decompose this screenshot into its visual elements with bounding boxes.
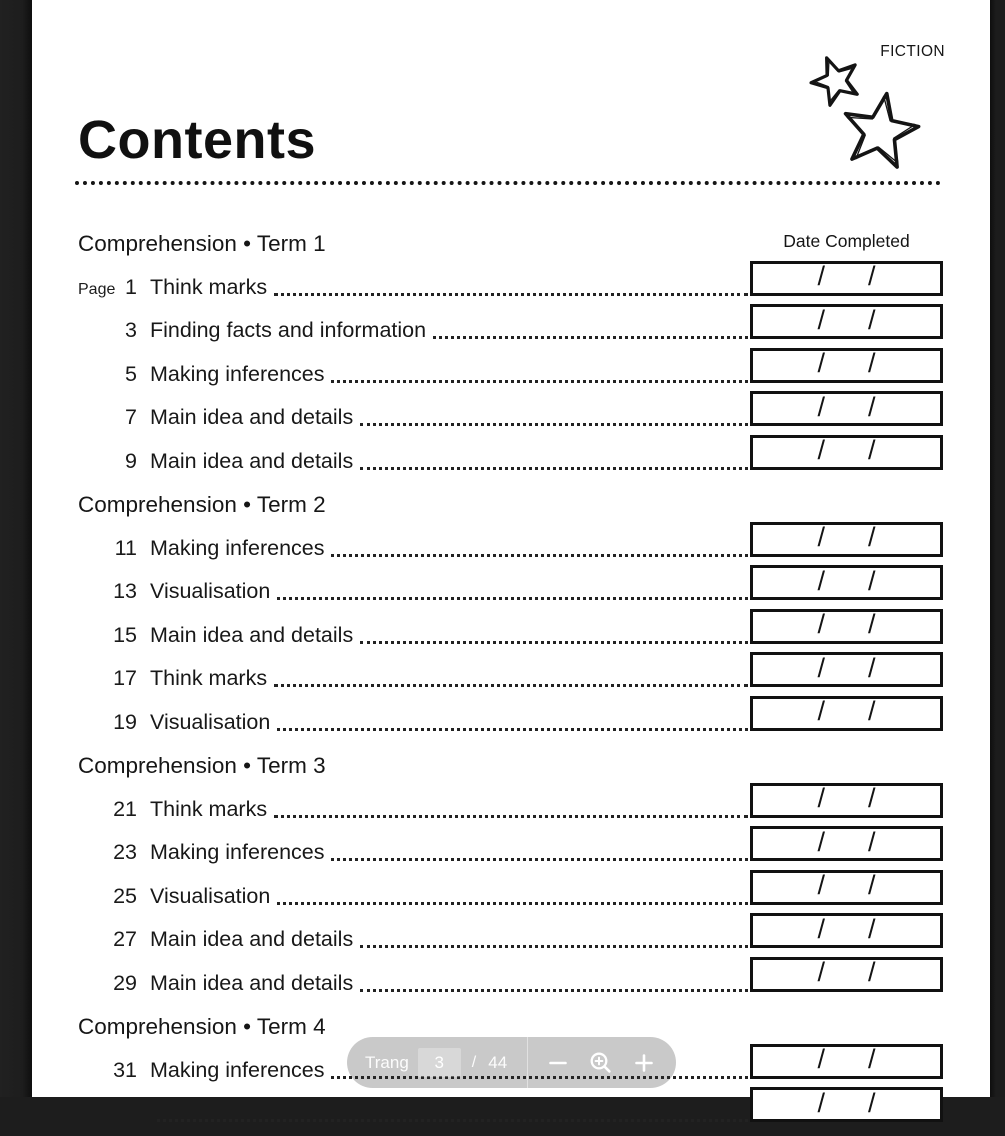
date-slash-icon: / [817, 304, 825, 335]
date-slash-icon: / [817, 913, 825, 944]
toc-entry-title: Making inferences [150, 535, 325, 560]
toc-section-header [78, 222, 943, 266]
toc-entry-title: Main idea and details [150, 622, 354, 647]
toc-entry-title: Making inferences [150, 361, 325, 386]
dotted-leader [157, 1119, 748, 1122]
dotted-leader [360, 989, 748, 992]
toc-row [78, 696, 943, 745]
zoom-out-button[interactable] [545, 1050, 571, 1076]
table-of-contents [78, 222, 943, 1136]
toc-entry-title: Making inferences [150, 1057, 325, 1082]
dotted-leader [360, 467, 748, 470]
toc-page-cell [78, 971, 137, 996]
date-completed-box [750, 652, 943, 687]
toc-row [78, 826, 943, 875]
dotted-leader [277, 728, 748, 731]
toc-page-number: 1 [125, 274, 137, 299]
toc-entry-title: Visualisation [150, 883, 271, 908]
date-slash-icon: / [817, 522, 825, 553]
page-number-input[interactable] [418, 1048, 461, 1077]
toolbar-divider [527, 1037, 528, 1088]
date-completed-box [750, 913, 943, 948]
toc-page-cell [78, 666, 137, 691]
toc-page-number: 31 [113, 1057, 137, 1082]
toc-section-title: Comprehension • Term 4 [78, 1013, 326, 1039]
dotted-leader [277, 902, 748, 905]
toc-row [78, 609, 943, 658]
toc-entry-title: Visualisation [150, 579, 271, 604]
date-slash-icon: / [868, 870, 876, 901]
toc-page-number: 3 [125, 318, 137, 343]
zoom-in-button[interactable] [631, 1050, 657, 1076]
toc-page-number: 25 [113, 883, 137, 908]
toc-page-cell [78, 1058, 137, 1083]
dotted-rule [75, 181, 941, 185]
toc-page-cell [78, 797, 137, 822]
toc-page-number: 11 [114, 535, 137, 560]
dotted-leader [360, 423, 748, 426]
toc-entry-title: Making inferences [150, 840, 325, 865]
zoom-magnifier-button[interactable] [588, 1050, 614, 1076]
toc-page-cell [78, 710, 137, 735]
page-column-label: Page [78, 280, 116, 298]
dotted-leader [331, 380, 748, 383]
page-separator: / [471, 1053, 477, 1071]
dotted-leader [360, 945, 748, 948]
date-slash-icon: / [868, 609, 876, 640]
toc-entry-title: Main idea and details [150, 448, 354, 473]
date-slash-icon: / [868, 957, 876, 988]
minus-icon [546, 1051, 570, 1075]
date-slash-icon: / [817, 826, 825, 857]
date-completed-box [750, 696, 943, 731]
toc-row-partial [78, 1087, 943, 1136]
date-slash-icon: / [868, 783, 876, 814]
pdf-viewer-toolbar [347, 1037, 676, 1088]
toc-page-cell [78, 840, 137, 865]
plus-icon [632, 1051, 656, 1075]
date-slash-icon: / [868, 1044, 876, 1075]
toc-row [78, 391, 943, 440]
toc-row [78, 870, 943, 919]
toc-page-number: 27 [113, 927, 137, 952]
toc-page-cell [78, 318, 137, 343]
toc-entry-title: Main idea and details [150, 405, 354, 430]
toc-page-cell [78, 927, 137, 952]
dotted-leader [274, 815, 748, 818]
toc-entry-title: Main idea and details [150, 970, 354, 995]
date-completed-box [750, 522, 943, 557]
toc-page-number: 17 [113, 666, 137, 691]
date-completed-box [750, 565, 943, 600]
date-completed-box [750, 304, 943, 339]
date-completed-box [750, 783, 943, 818]
date-slash-icon: / [817, 696, 825, 727]
date-completed-box [750, 826, 943, 861]
date-slash-icon: / [868, 1087, 876, 1118]
toc-section-title: Comprehension • Term 2 [78, 491, 326, 517]
toc-section-header [78, 744, 943, 788]
toc-row [78, 348, 943, 397]
toc-entry-title: Finding facts and information [150, 318, 427, 343]
toc-page-cell [78, 362, 137, 387]
date-slash-icon: / [868, 826, 876, 857]
toc-page-cell [78, 884, 137, 909]
date-completed-box [750, 957, 943, 992]
dotted-leader [433, 336, 748, 339]
toc-page-cell [78, 275, 137, 300]
date-slash-icon: / [817, 652, 825, 683]
toc-row [78, 783, 943, 832]
toc-page-cell [78, 623, 137, 648]
date-slash-icon: / [817, 1087, 825, 1118]
toc-row [78, 957, 943, 1006]
toc-page-number: 23 [113, 840, 137, 865]
toc-page-number: 29 [113, 970, 137, 995]
date-slash-icon: / [868, 522, 876, 553]
date-completed-box [750, 870, 943, 905]
toc-row [78, 261, 943, 310]
dotted-leader [274, 293, 748, 296]
toc-entry-title: Main idea and details [150, 927, 354, 952]
toc-page-number: 9 [125, 448, 137, 473]
dotted-leader [277, 597, 748, 600]
date-slash-icon: / [817, 565, 825, 596]
date-slash-icon: / [868, 652, 876, 683]
date-slash-icon: / [817, 870, 825, 901]
viewer-background-left [0, 0, 32, 1097]
toc-row [78, 652, 943, 701]
date-completed-box [750, 435, 943, 470]
toc-page-cell [78, 579, 137, 604]
date-slash-icon: / [817, 391, 825, 422]
date-slash-icon: / [868, 565, 876, 596]
toc-page-number: 5 [125, 361, 137, 386]
date-slash-icon: / [868, 348, 876, 379]
date-completed-box [750, 391, 943, 426]
toc-entry-title: Think marks [150, 666, 268, 691]
toc-row [78, 304, 943, 353]
date-slash-icon: / [817, 348, 825, 379]
date-completed-box [750, 1087, 943, 1122]
date-slash-icon: / [868, 304, 876, 335]
toc-entry-title: Think marks [150, 796, 268, 821]
date-slash-icon: / [817, 435, 825, 466]
page-title: Contents [78, 110, 316, 170]
date-slash-icon: / [817, 957, 825, 988]
date-slash-icon: / [868, 435, 876, 466]
date-slash-icon: / [817, 261, 825, 292]
toc-row [78, 435, 943, 484]
date-slash-icon: / [868, 261, 876, 292]
toc-section-header [78, 483, 943, 527]
viewer-background-right [990, 0, 1005, 1097]
toc-section-title: Comprehension • Term 3 [78, 752, 326, 778]
page-count: 44 [488, 1052, 508, 1072]
toc-row [78, 565, 943, 614]
toc-entry-title: Visualisation [150, 709, 271, 734]
dotted-leader [360, 641, 748, 644]
date-completed-box [750, 1044, 943, 1079]
date-slash-icon: / [868, 696, 876, 727]
toc-page-number: 19 [113, 709, 137, 734]
toc-page-cell [78, 449, 137, 474]
toc-page-number: 15 [113, 622, 137, 647]
magnifier-plus-icon [588, 1050, 614, 1076]
toc-page-number: 21 [113, 796, 137, 821]
date-completed-box [750, 348, 943, 383]
toc-page-cell [78, 405, 137, 430]
toc-entry-title: Think marks [150, 274, 268, 299]
stars-icon [807, 50, 937, 175]
category-label: FICTION [880, 43, 945, 60]
dotted-leader [274, 684, 748, 687]
date-completed-box [750, 261, 943, 296]
pdf-page [32, 0, 990, 1118]
toc-section-title: Comprehension • Term 1 [78, 230, 326, 256]
toc-row [78, 913, 943, 962]
date-slash-icon: / [817, 1044, 825, 1075]
date-completed-box [750, 609, 943, 644]
date-slash-icon: / [868, 913, 876, 944]
date-slash-icon: / [868, 391, 876, 422]
page-label: Trang [365, 1052, 409, 1072]
toc-page-cell [78, 536, 137, 561]
date-slash-icon: / [817, 783, 825, 814]
date-slash-icon: / [817, 609, 825, 640]
dotted-leader [331, 554, 748, 557]
toc-page-number: 7 [125, 405, 137, 430]
toc-page-number: 13 [113, 579, 137, 604]
dotted-leader [331, 858, 748, 861]
date-completed-label: Date Completed [783, 231, 910, 252]
toc-row [78, 522, 943, 571]
